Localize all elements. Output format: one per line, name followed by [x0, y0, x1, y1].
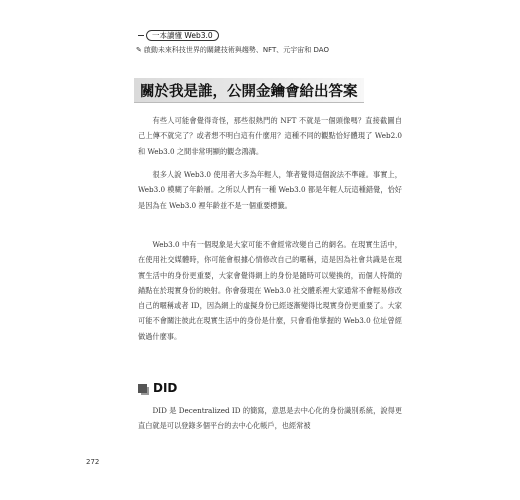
subsection-title: DID — [153, 381, 178, 395]
section-heading-bar — [134, 78, 364, 103]
book-subtitle — [136, 45, 329, 55]
tag-dash — [138, 35, 144, 36]
page-number: 272 — [86, 458, 100, 466]
subsection-paragraph-container — [138, 403, 402, 445]
body-paragraph: 有些人可能會覺得奇怪，那些很熱門的 NFT 不就是一個頭像嗎？直接截圖自己上傳不就完了？或者想不明白這有什麼用？這種不同的觀點恰好體現了 Web2.0 和 Web3.0 之間非常明顯的觀念鴻溝。 — [138, 116, 402, 156]
body-paragraph: 很多人說 Web3.0 使用者大多為年輕人，筆者覺得這個說法不準確。事實上，Web3.0 模糊了年齡層。之所以人們有一種 Web3.0 都是年輕人玩這種錯覺，恰好是因為在 Web3.0 裡年齡並不是一個重要標籤。 — [138, 170, 402, 210]
subsection-paragraph: DID 是 Decentralized ID 的簡寫，意思是去中心化的身份識別系統，說得更直白就是可以登錄多個平台的去中心化帳戶，也經常被 — [138, 406, 402, 431]
subsection-heading — [138, 381, 177, 395]
book-tag — [138, 30, 219, 41]
body-paragraph-2-container — [138, 167, 402, 224]
book-subtitle-text: 啟動未來科技世界的關鍵技術與趨勢、NFT、元宇宙和 DAO — [143, 46, 329, 54]
book-tag-label: 一本讀懂 Web3.0 — [146, 30, 219, 41]
pencil-icon: ✎ — [136, 46, 142, 54]
square-bullet-icon — [138, 384, 147, 393]
body-paragraph: Web3.0 中有一個現象是大家可能不會經常改變自己的網名。在現實生活中，在使用社交媒體時，你可能會根據心情修改自己的暱稱，這是因為社會共識是在現實生活中的身份更重要，大家會覺得網上的身份是隨時可以變換的，而個人特徵的錨點在於現實身份的映射。你會發現在 Web3.0 社交體系裡大家通常不會輕易修改自己的暱稱或者 ID，因為網上的虛擬身份已經逐漸變得比現實身份更重要了。大家可能不會關注彼此在現實生活中的身份是什麼，只會看他掌握的 Web3.0 位址曾經做過什麼事。 — [138, 240, 402, 341]
body-paragraph-1-container — [138, 113, 402, 170]
section-title: 關於我是誰，公開金鑰會給出答案 — [140, 83, 358, 100]
body-paragraph-3-container — [138, 237, 402, 355]
